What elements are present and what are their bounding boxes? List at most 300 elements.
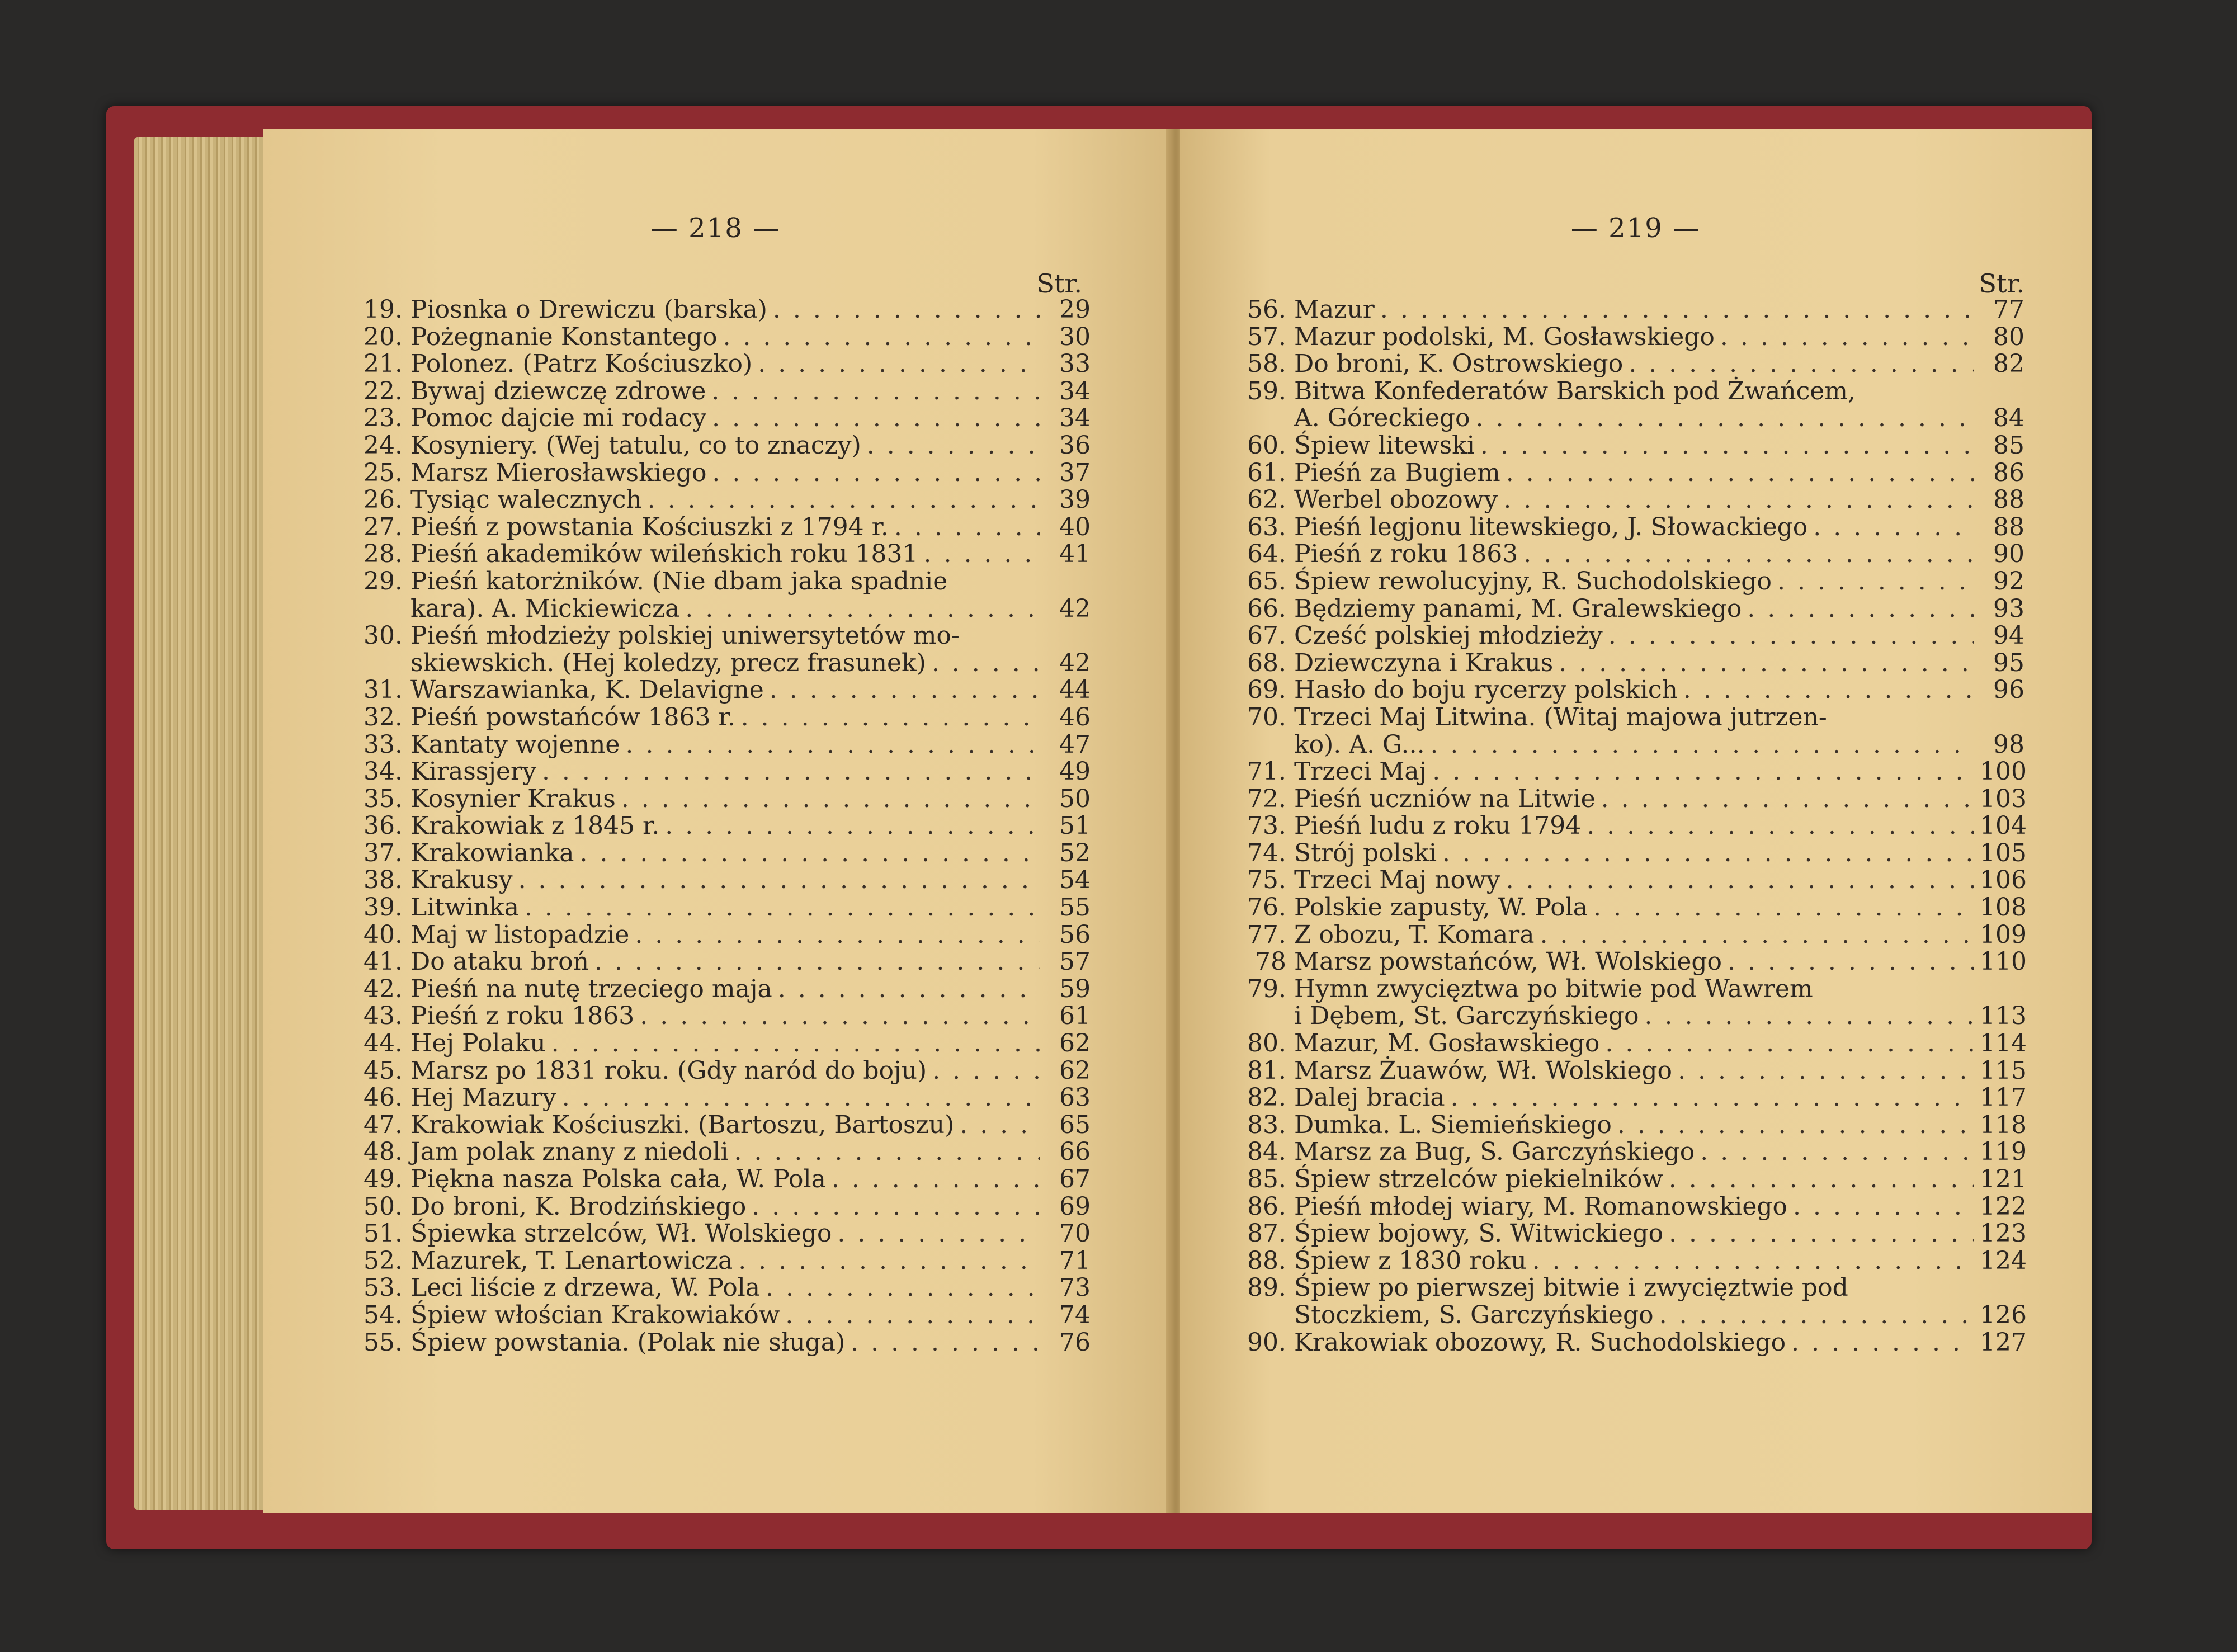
entry-number: 49. [364,1165,403,1193]
entry-page-number: 29 [1059,295,1091,324]
toc-entry [1230,378,2024,405]
dot-leader [1813,514,1974,541]
entry-number: 20. [364,322,403,351]
page-edges [134,137,274,1510]
toc-entry [1230,405,2024,432]
dot-leader [1777,568,1974,596]
toc-entry [347,1112,1091,1139]
dot-leader [1593,894,1974,922]
entry-page-number: 54 [1059,866,1091,895]
dot-leader [551,1030,1040,1058]
dot-leader [1791,1329,1974,1357]
entry-page-number: 63 [1059,1083,1091,1112]
entry-page-number: 47 [1059,730,1091,759]
entry-page-number: 65 [1059,1110,1091,1139]
entry-title: Hasło do boju rycerzy polskich [1294,676,1678,705]
dot-leader [580,840,1041,867]
entry-page-number: 44 [1059,676,1091,705]
entry-page-number: 121 [1980,1165,2027,1193]
entry-page-number: 117 [1980,1083,2027,1112]
dot-leader [1476,405,1974,432]
entry-number: 77. [1247,920,1286,949]
entry-number: 44. [364,1029,403,1058]
entry-number: 31. [364,676,403,705]
dot-leader [635,922,1040,949]
entry-title: Krakowiak Kościuszki. (Bartoszu, Bartoszu) [410,1110,955,1139]
toc-entry [1230,866,2027,895]
dot-leader [621,786,1040,813]
toc-entry [347,731,1091,759]
toc-entry [347,948,1091,976]
toc-entry [1230,1246,2027,1275]
dot-leader [932,650,1040,677]
toc-entry [347,351,1091,378]
entry-title: Kantaty wojenne [410,730,620,759]
toc-entry [347,1302,1091,1329]
entry-title: Marsz Żuawów, Wł. Wolskiego [1294,1056,1673,1085]
entry-number: 52. [364,1246,403,1275]
dot-leader [640,1003,1040,1030]
entry-title: Pieśń powstańców 1863 r. [410,702,735,731]
dot-leader [758,351,1040,378]
entry-title: Pieśń ludu z roku 1794 [1294,811,1582,841]
dot-leader [1659,1302,1974,1329]
dot-leader [1605,1030,1974,1058]
entry-title: skiewskich. (Hej koledzy, precz frasunek) [410,648,926,677]
toc-entry [1230,1137,2027,1167]
entry-title: Do broni, K. Ostrowskiego [1294,350,1624,379]
entry-page-number: 62 [1059,1029,1091,1058]
entry-page-number: 108 [1980,893,2027,922]
toc-entry [347,1248,1091,1275]
entry-number: 66. [1247,594,1286,623]
entry-page-number: 41 [1059,540,1091,569]
entry-title: Kosyniery. (Wej tatulu, co to znaczy) [410,431,861,460]
entry-number: 48. [364,1137,403,1167]
entry-title: Krakowianka [410,838,574,867]
entry-page-number: 34 [1059,376,1091,405]
entry-number: 43. [364,1002,403,1031]
entry-title: Krakusy [410,866,513,895]
toc-entry [347,1139,1091,1166]
toc-entry [1230,1328,2027,1357]
toc-entry [1230,731,2024,759]
dot-leader [770,677,1040,704]
entry-number: 73. [1247,811,1286,841]
entry-page-number: 96 [1993,676,2024,705]
dot-leader [1601,786,1974,813]
dot-leader [1700,1139,1974,1166]
entry-title: Hymn zwycięztwa po bitwie pod Wawrem [1294,974,1813,1003]
entry-page-number: 84 [1993,404,2024,433]
entry-title: Kirassjery [410,757,536,786]
entry-title: Jam polak znany z niedoli [410,1137,729,1167]
toc-entry [1230,460,2024,487]
dot-leader [1617,1112,1974,1139]
toc-entry [1230,296,2024,324]
entry-title: Pieśń z roku 1863 [1294,540,1518,569]
entry-page-number: 90 [1993,540,2024,569]
toc-entry [347,976,1091,1003]
entry-page-number: 62 [1059,1056,1091,1085]
entry-title: kara). A. Mickiewicza [410,594,680,623]
entry-page-number: 34 [1059,404,1091,433]
entry-title: Śpiew włościan Krakowiaków [410,1300,780,1329]
entry-page-number: 92 [1993,567,2024,596]
entry-page-number: 51 [1059,811,1091,841]
entry-title: Śpiew z 1830 roku [1294,1246,1527,1275]
toc-entry [347,378,1091,405]
toc-entry [347,704,1091,731]
entry-page-number: 100 [1980,757,2027,786]
entry-title: Polonez. (Patrz Kościuszko) [410,350,753,379]
dot-leader [723,324,1040,351]
entry-title: Litwinka [410,893,519,922]
toc-entry [347,894,1091,922]
entry-page-number: 39 [1059,485,1091,515]
dot-leader [1503,487,1974,514]
entry-page-number: 106 [1980,866,2027,895]
entry-title: Polskie zapusty, W. Pola [1294,893,1588,922]
entry-page-number: 69 [1059,1192,1091,1221]
page-header: — 219 — [1570,213,1701,244]
dot-leader [1683,677,1974,704]
dot-leader [562,1084,1040,1112]
toc-entry [1230,757,2027,786]
dot-leader [778,976,1040,1003]
toc-entry [1230,1219,2027,1248]
entry-title: Maj w listopadzie [410,920,630,949]
toc-entry [1230,1275,2024,1302]
toc-entry [1230,677,2024,704]
entry-number: 87. [1247,1219,1286,1248]
entry-number: 33. [364,730,403,759]
entry-number: 63. [1247,512,1286,541]
entry-title: Śpiewka strzelców, Wł. Wolskiego [410,1219,832,1248]
toc-entry [1230,1300,2027,1329]
entry-number: 23. [364,404,403,433]
entry-number: 51. [364,1219,403,1248]
toc-entry [1230,1165,2027,1193]
dot-leader [1532,1248,1974,1275]
dot-leader [1480,432,1974,460]
entry-page-number: 33 [1059,350,1091,379]
entry-page-number: 119 [1980,1137,2027,1167]
entry-number: 90. [1247,1328,1286,1357]
entry-title: Pieśń z roku 1863 [410,1002,635,1031]
dot-leader [1678,1058,1974,1085]
entry-number: 68. [1247,648,1286,677]
dot-leader [665,813,1040,840]
entry-page-number: 50 [1059,784,1091,813]
entry-title: Kosynier Krakus [410,784,616,813]
entry-page-number: 110 [1980,947,2027,976]
dot-leader [712,405,1040,432]
entry-title: Hej Polaku [410,1029,546,1058]
dot-leader [1608,622,1974,650]
entry-number: 59. [1247,376,1286,405]
entry-title: Tysiąc walecznych [410,485,642,515]
entry-title: Marsz za Bug, S. Garczyńskiego [1294,1137,1695,1167]
entry-number: 29. [364,567,403,596]
entry-page-number: 105 [1980,838,2027,867]
entry-title: Śpiew po pierwszej bitwie i zwycięztwie pod [1294,1273,1848,1302]
entry-page-number: 57 [1059,947,1091,976]
toc-entry [347,1030,1091,1058]
entry-title: Pieśń z powstania Kościuszki z 1794 r. [410,512,889,541]
toc-entry [1230,893,2027,922]
entry-page-number: 46 [1059,702,1091,731]
entry-title: A. Góreckiego [1294,404,1470,433]
left-page [263,129,1169,1513]
entry-page-number: 80 [1993,322,2024,351]
toc-entry [347,405,1091,432]
entry-page-number: 73 [1059,1273,1091,1302]
toc-entry [1230,568,2024,596]
toc-entry [347,677,1091,704]
dot-leader [867,432,1040,460]
dot-leader [1747,596,1974,623]
entry-number: 41. [364,947,403,976]
entry-title: Werbel obozowy [1294,485,1498,515]
dot-leader [785,1302,1040,1329]
entry-number: 21. [364,350,403,379]
dot-leader [738,1248,1040,1275]
dot-leader [1506,867,1974,894]
entry-number: 86. [1247,1192,1286,1221]
entry-number: 70. [1247,702,1286,731]
toc-entry [1230,351,2024,378]
dot-leader [1720,324,1974,351]
entry-page-number: 109 [1980,920,2027,949]
dot-leader [648,487,1040,514]
entry-number: 37. [364,838,403,867]
entry-page-number: 67 [1059,1165,1091,1193]
entry-page-number: 55 [1059,893,1091,922]
dot-leader [924,541,1041,568]
entry-number: 83. [1247,1110,1286,1139]
entry-number: 89. [1247,1273,1286,1302]
toc-entry [347,487,1091,514]
dot-leader [1431,731,1974,759]
entry-page-number: 86 [1993,458,2024,487]
entry-title: Pomoc dajcie mi rodacy [410,404,707,433]
toc-entry [1230,622,2024,650]
entry-page-number: 36 [1059,431,1091,460]
entry-title: Trzeci Maj Litwina. (Witaj majowa jutrzen- [1294,702,1827,731]
entry-page-number: 104 [1980,811,2027,841]
entry-page-number: 30 [1059,322,1091,351]
entry-number: 88. [1247,1246,1286,1275]
entry-number: 46. [364,1083,403,1112]
entry-number: 24. [364,431,403,460]
entry-title: Bywaj dziewczę zdrowe [410,376,706,405]
entry-title: Dalej bracia [1294,1083,1445,1112]
toc-entry [347,867,1091,894]
entry-title: Do broni, K. Brodzińskiego [410,1192,747,1221]
entry-number: 72. [1247,784,1286,813]
toc-entry [347,460,1091,487]
entry-page-number: 88 [1993,512,2024,541]
toc-entry [347,650,1091,677]
dot-leader [832,1166,1040,1193]
entry-page-number: 49 [1059,757,1091,786]
entry-number: 71. [1247,757,1286,786]
entry-title: Trzeci Maj [1294,757,1427,786]
entry-number: 62. [1247,485,1286,515]
entry-number: 80. [1247,1029,1286,1058]
dot-leader [851,1329,1040,1357]
entry-title: Pieśń na nutę trzeciego maja [410,974,772,1003]
entry-page-number: 123 [1980,1219,2027,1248]
toc-entry [347,1058,1091,1085]
entry-number: 67. [1247,621,1286,650]
toc-entry [1230,541,2024,568]
entry-number: 38. [364,866,403,895]
dot-leader [1380,296,1974,324]
entry-number: 40. [364,920,403,949]
dot-leader [1559,650,1974,677]
toc-entry [347,324,1091,351]
toc-entry [1230,947,2027,976]
toc-entry [347,432,1091,460]
toc-entry [347,786,1091,813]
entry-page-number: 52 [1059,838,1091,867]
entry-page-number: 42 [1059,594,1091,623]
toc-entry [347,813,1091,840]
entry-title: ko). A. G... [1294,730,1425,759]
entry-page-number: 126 [1980,1300,2027,1329]
entry-title: Mazurek, T. Lenartowicza [410,1246,733,1275]
dot-leader [894,514,1040,541]
entry-title: Śpiew bojowy, S. Witwickiego [1294,1219,1664,1248]
entry-number: 27. [364,512,403,541]
toc-entry [1230,650,2024,677]
dot-leader [1506,460,1974,487]
dot-leader [734,1139,1040,1166]
entry-title: Krakowiak obozowy, R. Suchodolskiego [1294,1328,1786,1357]
toc-entry [1230,596,2024,623]
entry-number: 34. [364,757,403,786]
toc-entry [1230,432,2024,460]
entry-title: Hej Mazury [410,1083,556,1112]
entry-number: 26. [364,485,403,515]
entry-page-number: 77 [1993,295,2024,324]
dot-leader [1442,840,1974,867]
toc-entry [347,296,1091,324]
dot-leader [1793,1193,1974,1221]
entry-number: 84. [1247,1137,1286,1167]
entry-title: Pieśń uczniów na Litwie [1294,784,1596,813]
dot-leader [594,948,1040,976]
dot-leader [932,1058,1040,1085]
dot-leader [1645,1003,1974,1030]
toc-entry [1230,1192,2027,1221]
dot-leader [625,731,1040,759]
toc-entry [347,1084,1091,1112]
dot-leader [741,704,1040,731]
entry-page-number: 118 [1980,1110,2027,1139]
toc-entry [347,1003,1091,1030]
entry-title: Mazur, M. Gosławskiego [1294,1029,1600,1058]
dot-leader [766,1275,1040,1302]
toc-entry [347,541,1091,568]
dot-leader [1523,541,1974,568]
entry-title: Mazur podolski, M. Gosławskiego [1294,322,1715,351]
entry-number: 54. [364,1300,403,1329]
toc-entry [1230,324,2024,351]
entry-number: 32. [364,702,403,731]
entry-title: Krakowiak z 1845 r. [410,811,660,841]
entry-number: 58. [1247,350,1286,379]
toc-entry [347,840,1091,867]
entry-number: 78 [1255,947,1286,976]
toc-entry [347,1329,1091,1357]
entry-number: 42. [364,974,403,1003]
entry-title: Mazur [1294,295,1375,324]
toc-entry [347,1275,1091,1302]
toc-entry [347,922,1091,949]
entry-page-number: 98 [1993,730,2024,759]
entry-number: 36. [364,811,403,841]
toc-entry [347,568,1091,596]
toc-entry [347,514,1091,541]
toc-entry [347,622,1091,650]
entry-page-number: 113 [1980,1002,2027,1031]
entry-title: Marsz po 1831 roku. (Gdy naród do boju) [410,1056,927,1085]
entry-title: Do ataku broń [410,947,589,976]
entry-page-number: 88 [1993,485,2024,515]
entry-page-number: 37 [1059,458,1091,487]
entry-title: Z obozu, T. Komara [1294,920,1535,949]
dot-leader [1629,351,1974,378]
dot-leader [711,378,1040,405]
entry-page-number: 82 [1993,350,2024,379]
entry-page-number: 71 [1059,1246,1091,1275]
entry-title: Pieśń młodzieży polskiej uniwersytetów mo- [410,621,960,650]
entry-page-number: 85 [1993,431,2024,460]
entry-title: Marsz Mierosławskiego [410,458,707,487]
dot-leader [1587,813,1974,840]
toc-entry [1230,514,2024,541]
entry-title: Śpiew powstania. (Polak nie sługa) [410,1328,846,1357]
entry-number: 82. [1247,1083,1286,1112]
dot-leader [1669,1166,1974,1193]
toc-entry [1230,1110,2027,1139]
entry-number: 56. [1247,295,1286,324]
entry-title: Śpiew litewski [1294,431,1475,460]
toc-entry [1230,1083,2027,1112]
toc-entry [1230,1029,2027,1058]
entry-number: 19. [364,295,403,324]
toc-entry [347,596,1091,623]
table-of-contents [347,296,1091,1356]
dot-leader [773,296,1040,324]
entry-title: Warszawianka, K. Delavigne [410,676,764,705]
toc-entry [347,758,1091,786]
entry-title: Cześć polskiej młodzieży [1294,621,1603,650]
entry-page-number: 114 [1980,1029,2027,1058]
entry-page-number: 40 [1059,512,1091,541]
toc-entry [1230,1002,2027,1031]
entry-number: 22. [364,376,403,405]
entry-number: 85. [1247,1165,1286,1193]
dot-leader [685,596,1040,623]
toc-entry [1230,811,2027,841]
entry-number: 55. [364,1328,403,1357]
entry-title: Będziemy panami, M. Gralewskiego [1294,594,1742,623]
entry-title: Piosnka o Drewiczu (barska) [410,295,767,324]
